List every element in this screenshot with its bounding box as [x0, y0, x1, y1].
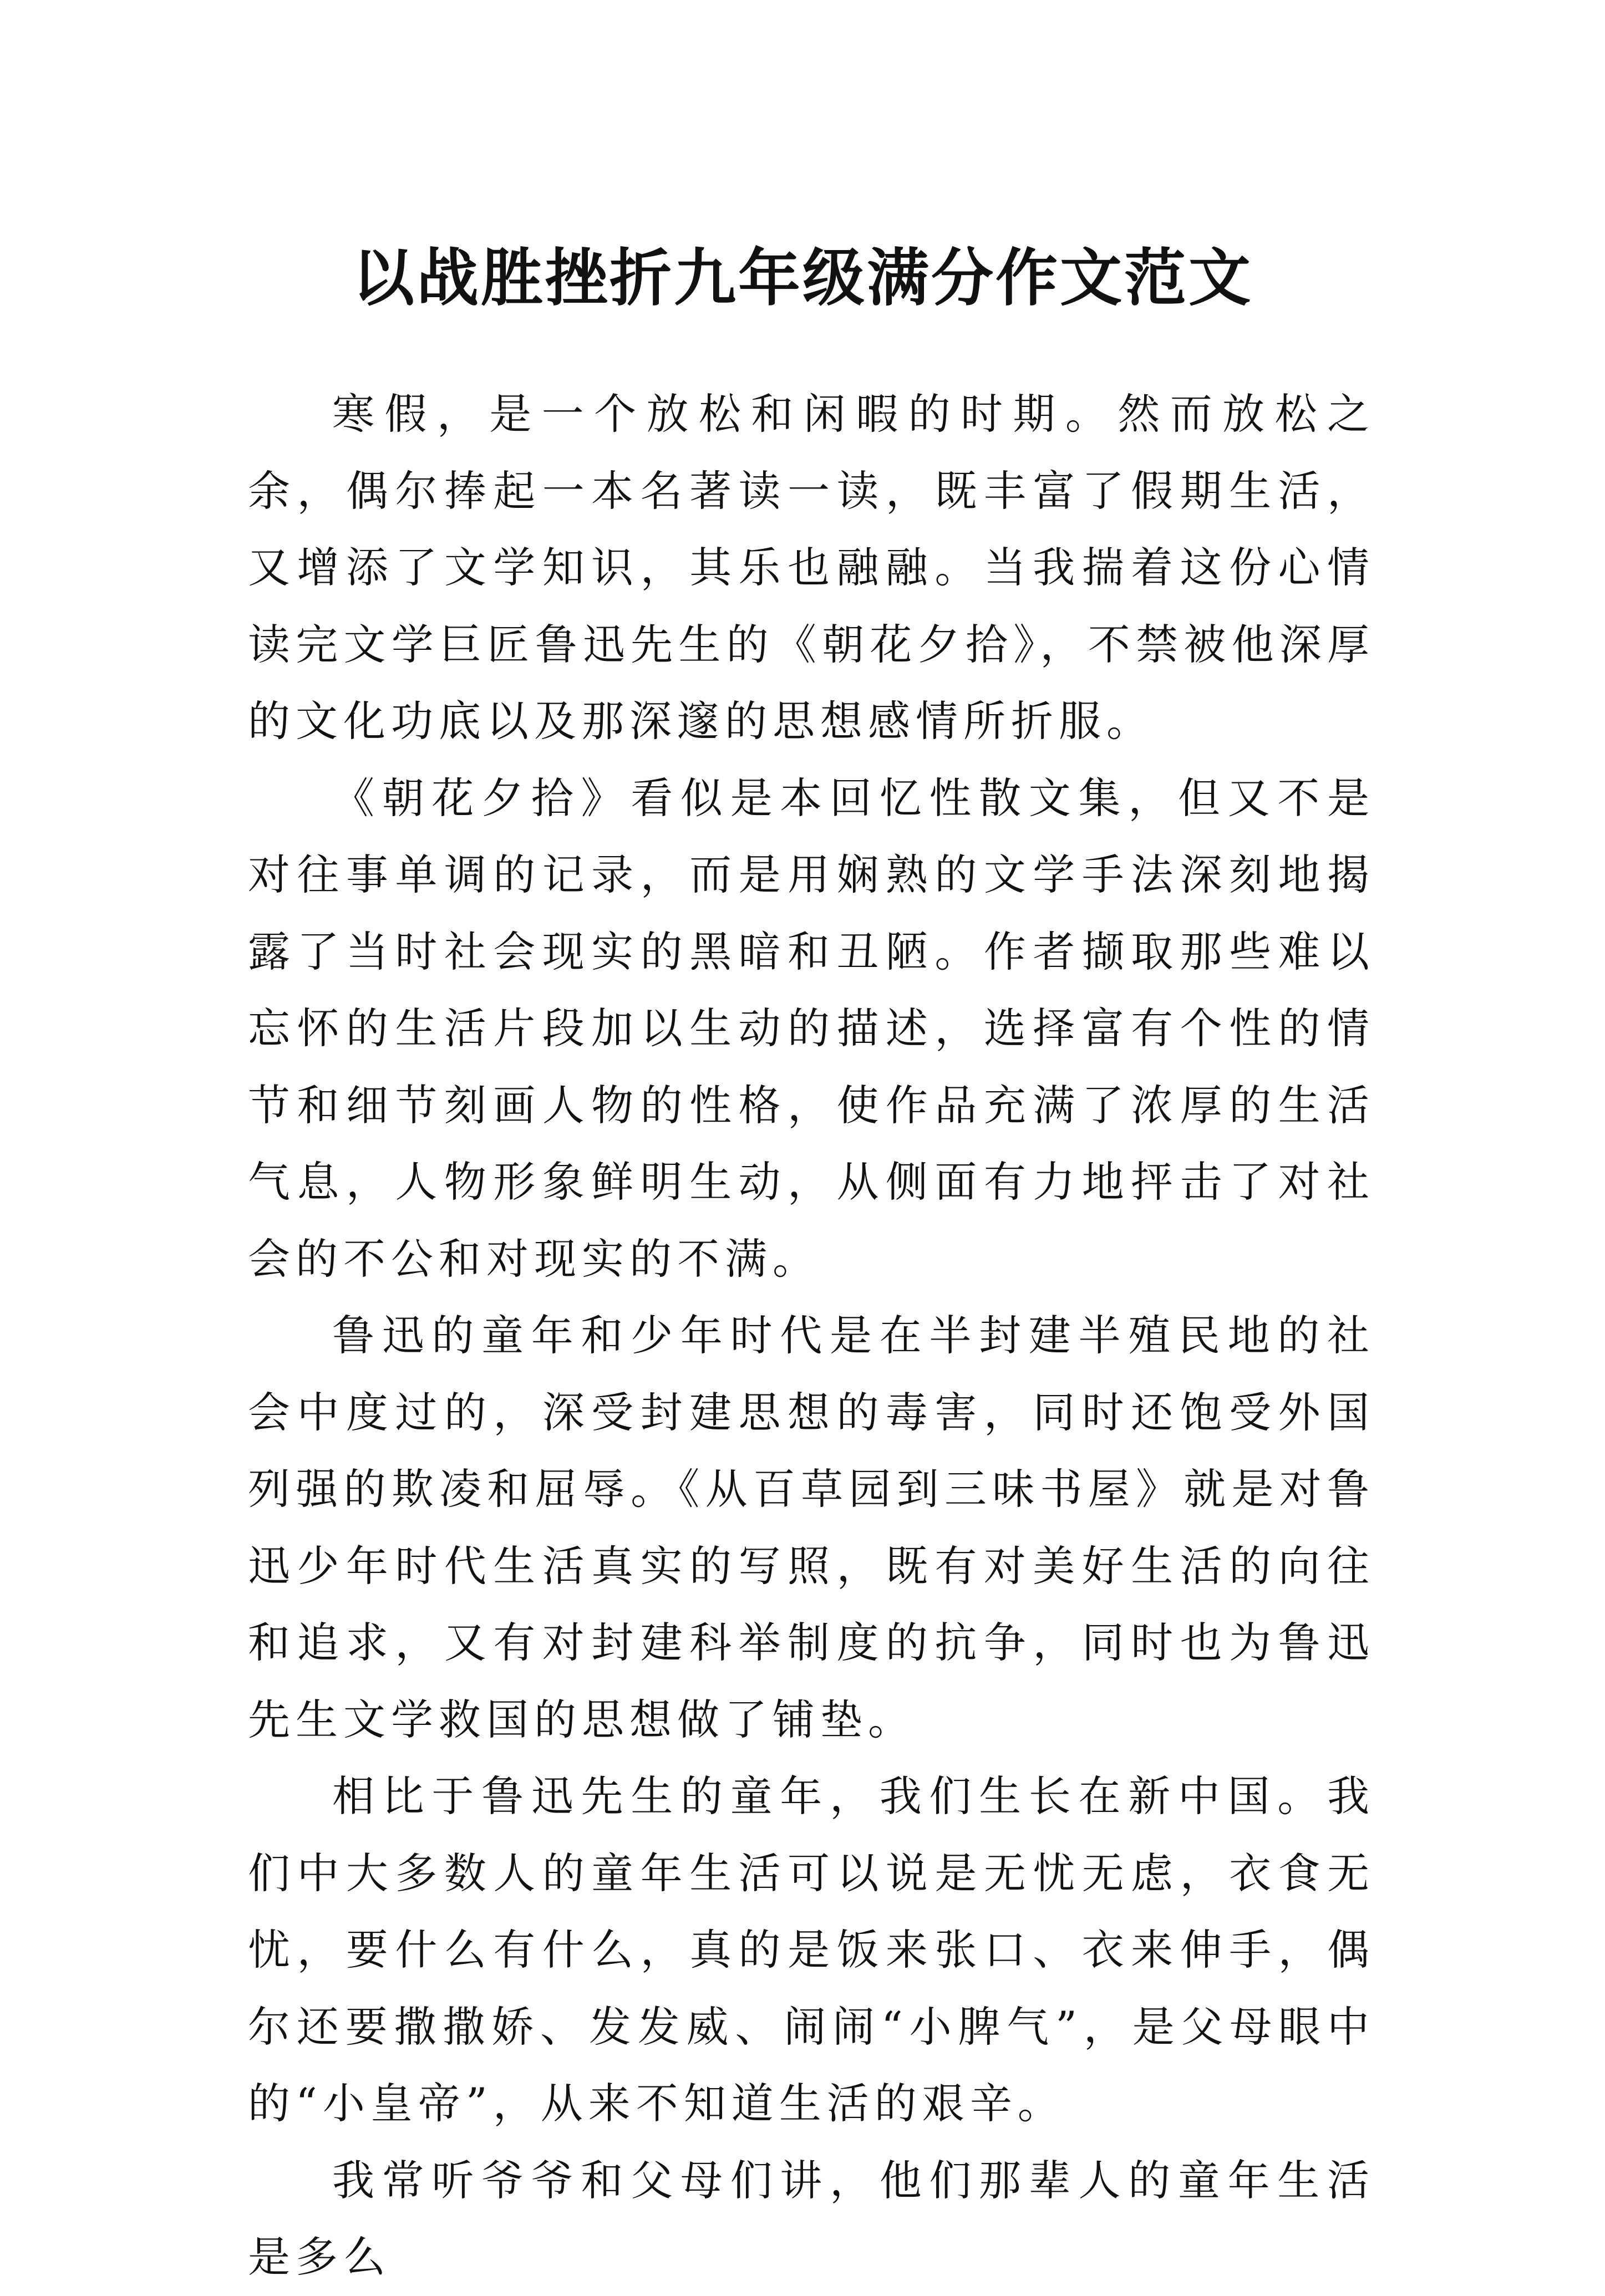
paragraph-2: 《朝花夕拾》看似是本回忆性散文集，但又不是对往事单调的记录，而是用娴熟的文学手法深刻地揭露了当时社会现实的黑暗和丑陋。作者撷取那些难以忘怀的生活片段加以生动的描述，选择富有个性的情节和细节刻画人物的性格，使作品充满了浓厚的生活气息，人物形象鲜明生动，从侧面有力地抨击了对社会的不公和对现实的不满。 [248, 773, 1375, 1284]
paragraph-3: 鲁迅的童年和少年时代是在半封建半殖民地的社会中度过的，深受封建思想的毒害，同时还饱受外国列强的欺凌和屈辱。《从百草园到三味书屋》就是对鲁迅少年时代生活真实的写照，既有对美好生活的向往和追求，又有对封建科举制度的抗争，同时也为鲁迅先生文学救国的思想做了铺垫。 [248, 1311, 1375, 1744]
paragraph-5: 我常听爷爷和父母们讲，他们那辈人的童年生活是多么 [248, 2155, 1375, 2282]
essay-body [248, 376, 1375, 2296]
page-title: 以战胜挫折九年级满分作文范文 [352, 242, 1253, 315]
paragraph-1: 寒假，是一个放松和闲暇的时期。然而放松之余，偶尔捧起一本名著读一读，既丰富了假期生活，又增添了文学知识，其乐也融融。当我揣着这份心情读完文学巨匠鲁迅先生的《朝花夕拾》，不禁被他深厚的文化功底以及那深邃的思想感情所折服。 [248, 389, 1375, 746]
paragraph-4: 相比于鲁迅先生的童年，我们生长在新中国。我们中大多数人的童年生活可以说是无忧无虑，衣食无忧，要什么有什么，真的是饭来张口、衣来伸手，偶尔还要撒撒娇、发发威、闹闹“小脾气”，是父母眼中的“小皇帝”，从来不知道生活的艰辛。 [248, 1771, 1375, 2128]
